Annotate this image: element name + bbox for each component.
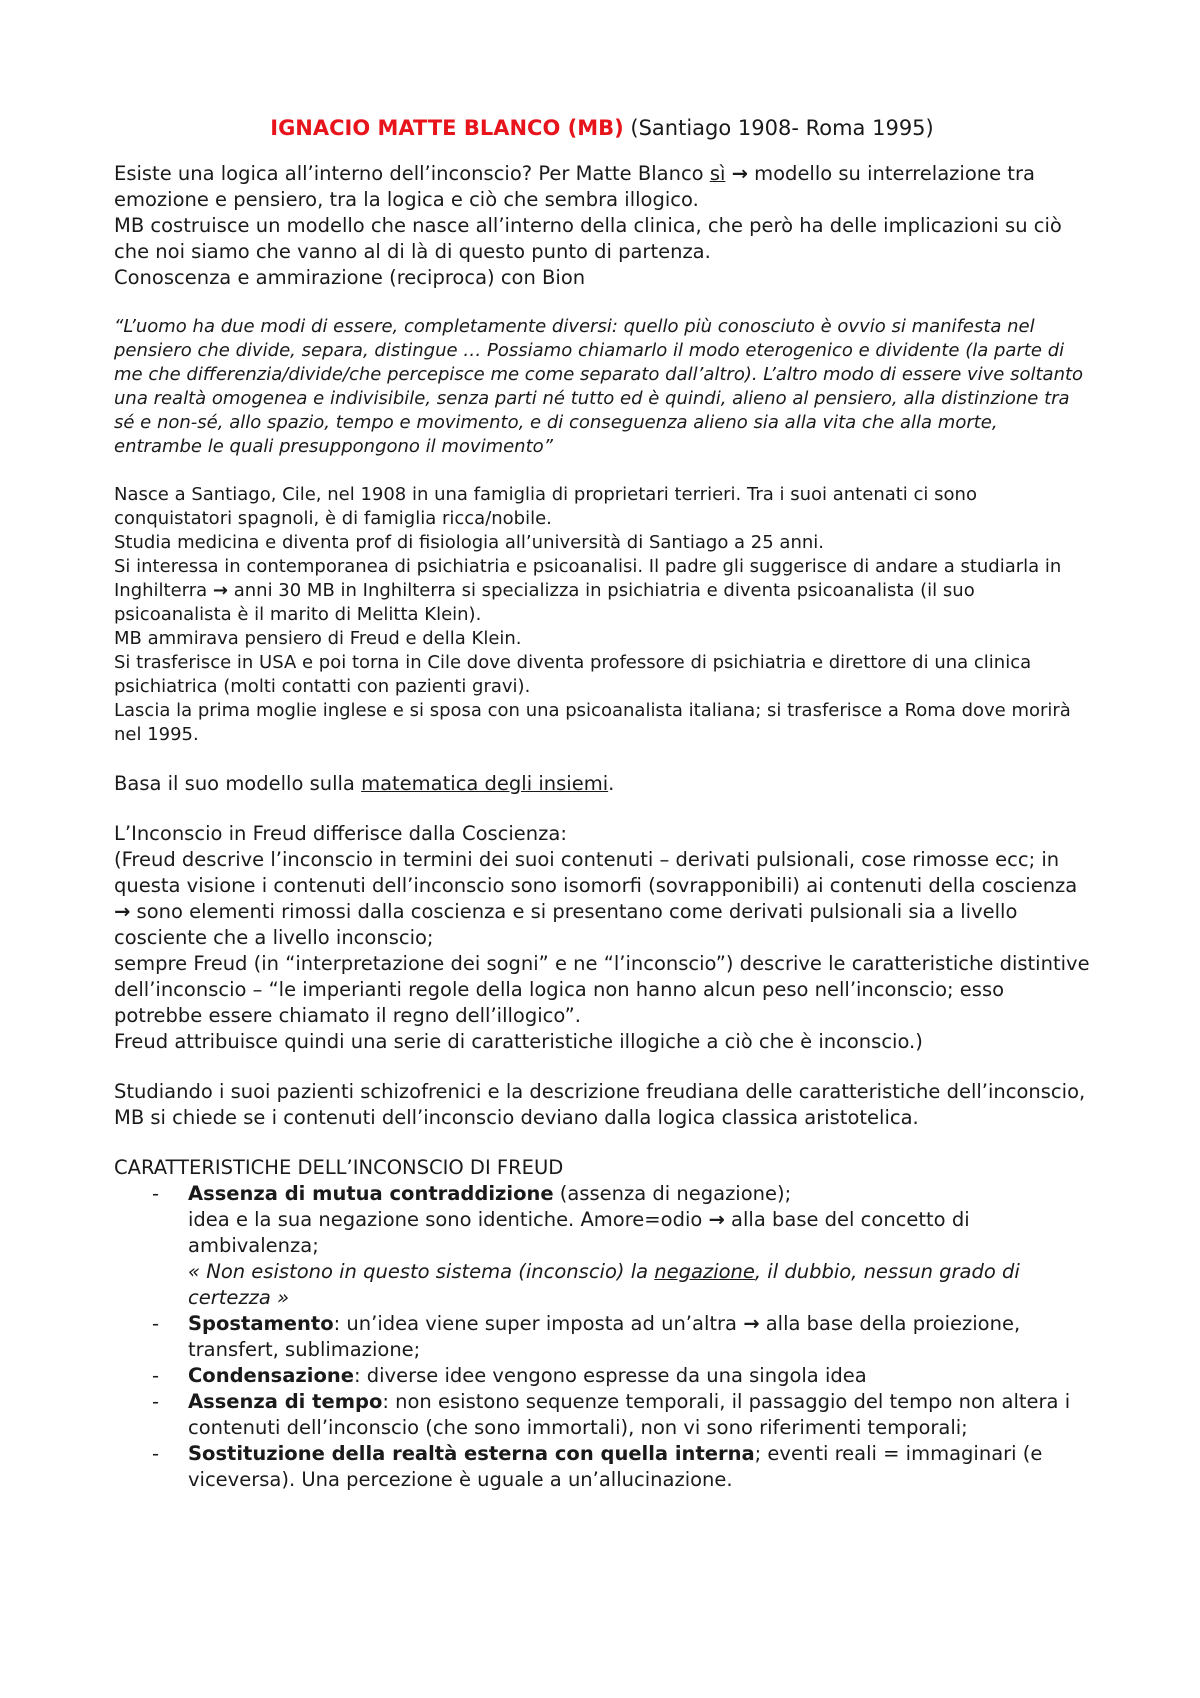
- basis-underlined-term: matematica degli insiemi: [361, 772, 609, 795]
- freud-line-4: Freud attribuisce quindi una serie di caratteristiche illogiche a ciò che è inconscio.): [114, 1030, 923, 1053]
- arrow-right-icon: →: [212, 580, 229, 601]
- intro-line-2: MB costruisce un modello che nasce all’interno della clinica, che però ha delle implicazioni su ciò che noi siamo che vanno al di là di questo punto di partenza.: [114, 214, 1062, 263]
- arrow-right-icon: →: [708, 1208, 725, 1231]
- list-item: - Assenza di mutua contraddizione (assenza di negazione); idea e la sua negazione sono identiche. Amore=odio → alla base del concetto di ambivalenza; « Non esistono in questo sistema (inconscio) la negazione, il dubbio, nessun grado di certezza »: [152, 1182, 1020, 1309]
- intro-line-3: Conoscenza e ammirazione (reciproca) con Bion: [114, 266, 586, 289]
- dash-bullet: -: [152, 1182, 160, 1205]
- basis-paragraph: Basa il suo modello sulla matematica degli insiemi.: [114, 772, 615, 795]
- freud-line-1: L’Inconscio in Freud differisce dalla Coscienza:: [114, 822, 567, 845]
- title-subtitle: (Santiago 1908- Roma 1995): [630, 116, 934, 140]
- bio-line-1: Nasce a Santiago, Cile, nel 1908 in una famiglia di proprietari terrieri. Tra i suoi antenati ci sono conquistatori spagnoli, è di famiglia ricca/nobile.: [114, 484, 977, 529]
- dash-bullet: -: [152, 1390, 160, 1413]
- intro-line-1: Esiste una logica all’interno dell’inconscio? Per Matte Blanco sì → modello su interrelazione tra emozione e pensiero, tra la logica e ciò che sembra illogico.: [114, 162, 1035, 211]
- bio-line-3: Si interessa in contemporanea di psichiatria e psicoanalisi. Il padre gli suggerisce di andare a studiarla in Inghilterra → anni 30 MB in Inghilterra si specializza in psichiatria e diventa psicoanalista (il suo psicoanalista è il marito di Melitta Klein).: [114, 556, 1062, 625]
- dash-bullet: -: [152, 1364, 160, 1387]
- characteristics-list: [114, 1181, 1090, 1493]
- study-paragraph: Studiando i suoi pazienti schizofrenici e la descrizione freudiana delle caratteristiche dell’inconscio, MB si chiede se i contenuti dell’inconscio deviano dalla logica classica aristotelica.: [114, 1080, 1086, 1129]
- bio-line-6: Lascia la prima moglie inglese e si sposa con una psicoanalista italiana; si trasferisce a Roma dove morirà nel 1995.: [114, 700, 1071, 745]
- dash-bullet: -: [152, 1442, 160, 1465]
- bio-line-4: MB ammirava pensiero di Freud e della Klein.: [114, 628, 522, 649]
- title-main: IGNACIO MATTE BLANCO (MB): [270, 116, 624, 140]
- list-item: - Spostamento: un’idea viene super imposta ad un’altra → alla base della proiezione, transfert, sublimazione;: [152, 1312, 1021, 1361]
- arrow-right-icon: →: [731, 162, 748, 185]
- arrow-right-icon: →: [114, 900, 131, 923]
- intro-paragraph: [114, 161, 1090, 291]
- freud-line-3: sempre Freud (in “interpretazione dei sogni” e ne “l’inconscio”) descrive le caratteristiche distintive dell’inconscio – “le imperianti regole della logica non hanno alcun peso nell’inconscio; esso potrebbe essere chiamato il regno dell’illogico”.: [114, 952, 1090, 1027]
- bio-line-2: Studia medicina e diventa prof di fisiologia all’università di Santiago a 25 anni.: [114, 532, 824, 553]
- biography-paragraph: [114, 483, 1090, 747]
- list-item: - Sostituzione della realtà esterna con quella interna; eventi reali = immaginari (e viceversa). Una percezione è uguale a un’allucinazione.: [152, 1442, 1043, 1491]
- freud-paragraph: [114, 821, 1090, 1055]
- arrow-right-icon: →: [743, 1312, 760, 1335]
- bio-line-5: Si trasferisce in USA e poi torna in Cile dove diventa professore di psichiatria e direttore di una clinica psichiatrica (molti contatti con pazienti gravi).: [114, 652, 1032, 697]
- characteristics-heading: CARATTERISTICHE DELL’INCONSCIO DI FREUD: [114, 1156, 564, 1179]
- list-item: - Assenza di tempo: non esistono sequenze temporali, il passaggio del tempo non altera i contenuti dell’inconscio (che sono immortali), non vi sono riferimenti temporali;: [152, 1390, 1071, 1439]
- dash-bullet: -: [152, 1312, 160, 1335]
- list-item: - Condensazione: diverse idee vengono espresse da una singola idea: [152, 1364, 867, 1387]
- quote-paragraph: “L’uomo ha due modi di essere, completamente diversi: quello più conosciuto è ovvio si manifesta nel pensiero che divide, separa, distingue … Possiamo chiamarlo il modo eterogenico e dividente (la parte di me che differenzia/divide/che percepisce me come separato dall’altro). L’altro modo di essere vive soltanto una realtà omogenea e indivisibile, senza parti né tutto ed è quindi, alieno al pensiero, alla distinzione tra sé e non-sé, allo spazio, tempo e movimento, e di conseguenza alieno sia alla vita che alla morte, entrambe le quali presuppongono il movimento”: [114, 316, 1084, 457]
- page-title: [114, 113, 1090, 143]
- freud-line-2: (Freud descrive l’inconscio in termini dei suoi contenuti – derivati pulsionali, cose rimosse ecc; in questa visione i contenuti dell’inconscio sono isomorfi (sovrapponibili) ai contenuti della coscienza → sono elementi rimossi dalla coscienza e si presentano come derivati pulsionali sia a livello cosciente che a livello inconscio;: [114, 848, 1078, 949]
